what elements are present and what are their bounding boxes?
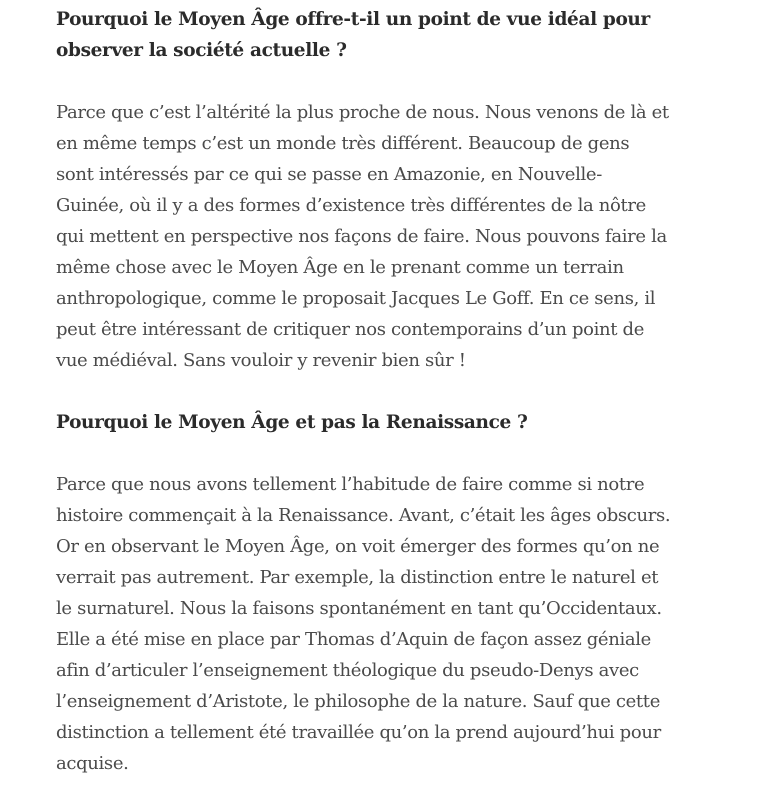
question-line: Pourquoi le Moyen Âge et pas la Renaissance ? bbox=[56, 412, 528, 433]
question-line: Pourquoi le Moyen Âge offre-t-il un point de vue idéal pour bbox=[56, 9, 650, 30]
question-line: observer la société actuelle ? bbox=[56, 40, 347, 61]
answer-line: peut être intéressant de critiquer nos contemporains d’un point de bbox=[56, 319, 645, 340]
answer-line: Parce que c’est l’altérité la plus proche de nous. Nous venons de là et bbox=[56, 102, 669, 123]
answer-line: vue médiéval. Sans vouloir y revenir bien sûr ! bbox=[56, 350, 466, 371]
answer-line: Or en observant le Moyen Âge, on voit émerger des formes qu’on ne bbox=[56, 536, 660, 557]
answer-line: en même temps c’est un monde très différent. Beaucoup de gens bbox=[56, 133, 630, 154]
answer-line: distinction a tellement été travaillée qu’on la prend aujourd’hui pour bbox=[56, 722, 661, 743]
answer-line: l’enseignement d’Aristote, le philosophe de la nature. Sauf que cette bbox=[56, 691, 660, 712]
question-heading-2 bbox=[56, 407, 716, 438]
answer-line: le surnaturel. Nous la faisons spontanément en tant qu’Occidentaux. bbox=[56, 598, 662, 619]
answer-line: acquise. bbox=[56, 753, 129, 774]
answer-paragraph-1 bbox=[56, 97, 716, 376]
answer-line: afin d’articuler l’enseignement théologique du pseudo-Denys avec bbox=[56, 660, 639, 681]
answer-paragraph-2 bbox=[56, 469, 716, 779]
answer-line: Parce que nous avons tellement l’habitude de faire comme si notre bbox=[56, 474, 645, 495]
answer-line: anthropologique, comme le proposait Jacques Le Goff. En ce sens, il bbox=[56, 288, 656, 309]
answer-line: Guinée, où il y a des formes d’existence très différentes de la nôtre bbox=[56, 195, 646, 216]
question-heading-1 bbox=[56, 4, 716, 66]
answer-line: histoire commençait à la Renaissance. Avant, c’était les âges obscurs. bbox=[56, 505, 671, 526]
answer-line: sont intéressés par ce qui se passe en Amazonie, en Nouvelle- bbox=[56, 164, 602, 185]
answer-line: même chose avec le Moyen Âge en le prenant comme un terrain bbox=[56, 257, 624, 278]
article-body bbox=[56, 4, 716, 779]
answer-line: qui mettent en perspective nos façons de faire. Nous pouvons faire la bbox=[56, 226, 667, 247]
answer-line: verrait pas autrement. Par exemple, la distinction entre le naturel et bbox=[56, 567, 659, 588]
answer-line: Elle a été mise en place par Thomas d’Aquin de façon assez géniale bbox=[56, 629, 651, 650]
